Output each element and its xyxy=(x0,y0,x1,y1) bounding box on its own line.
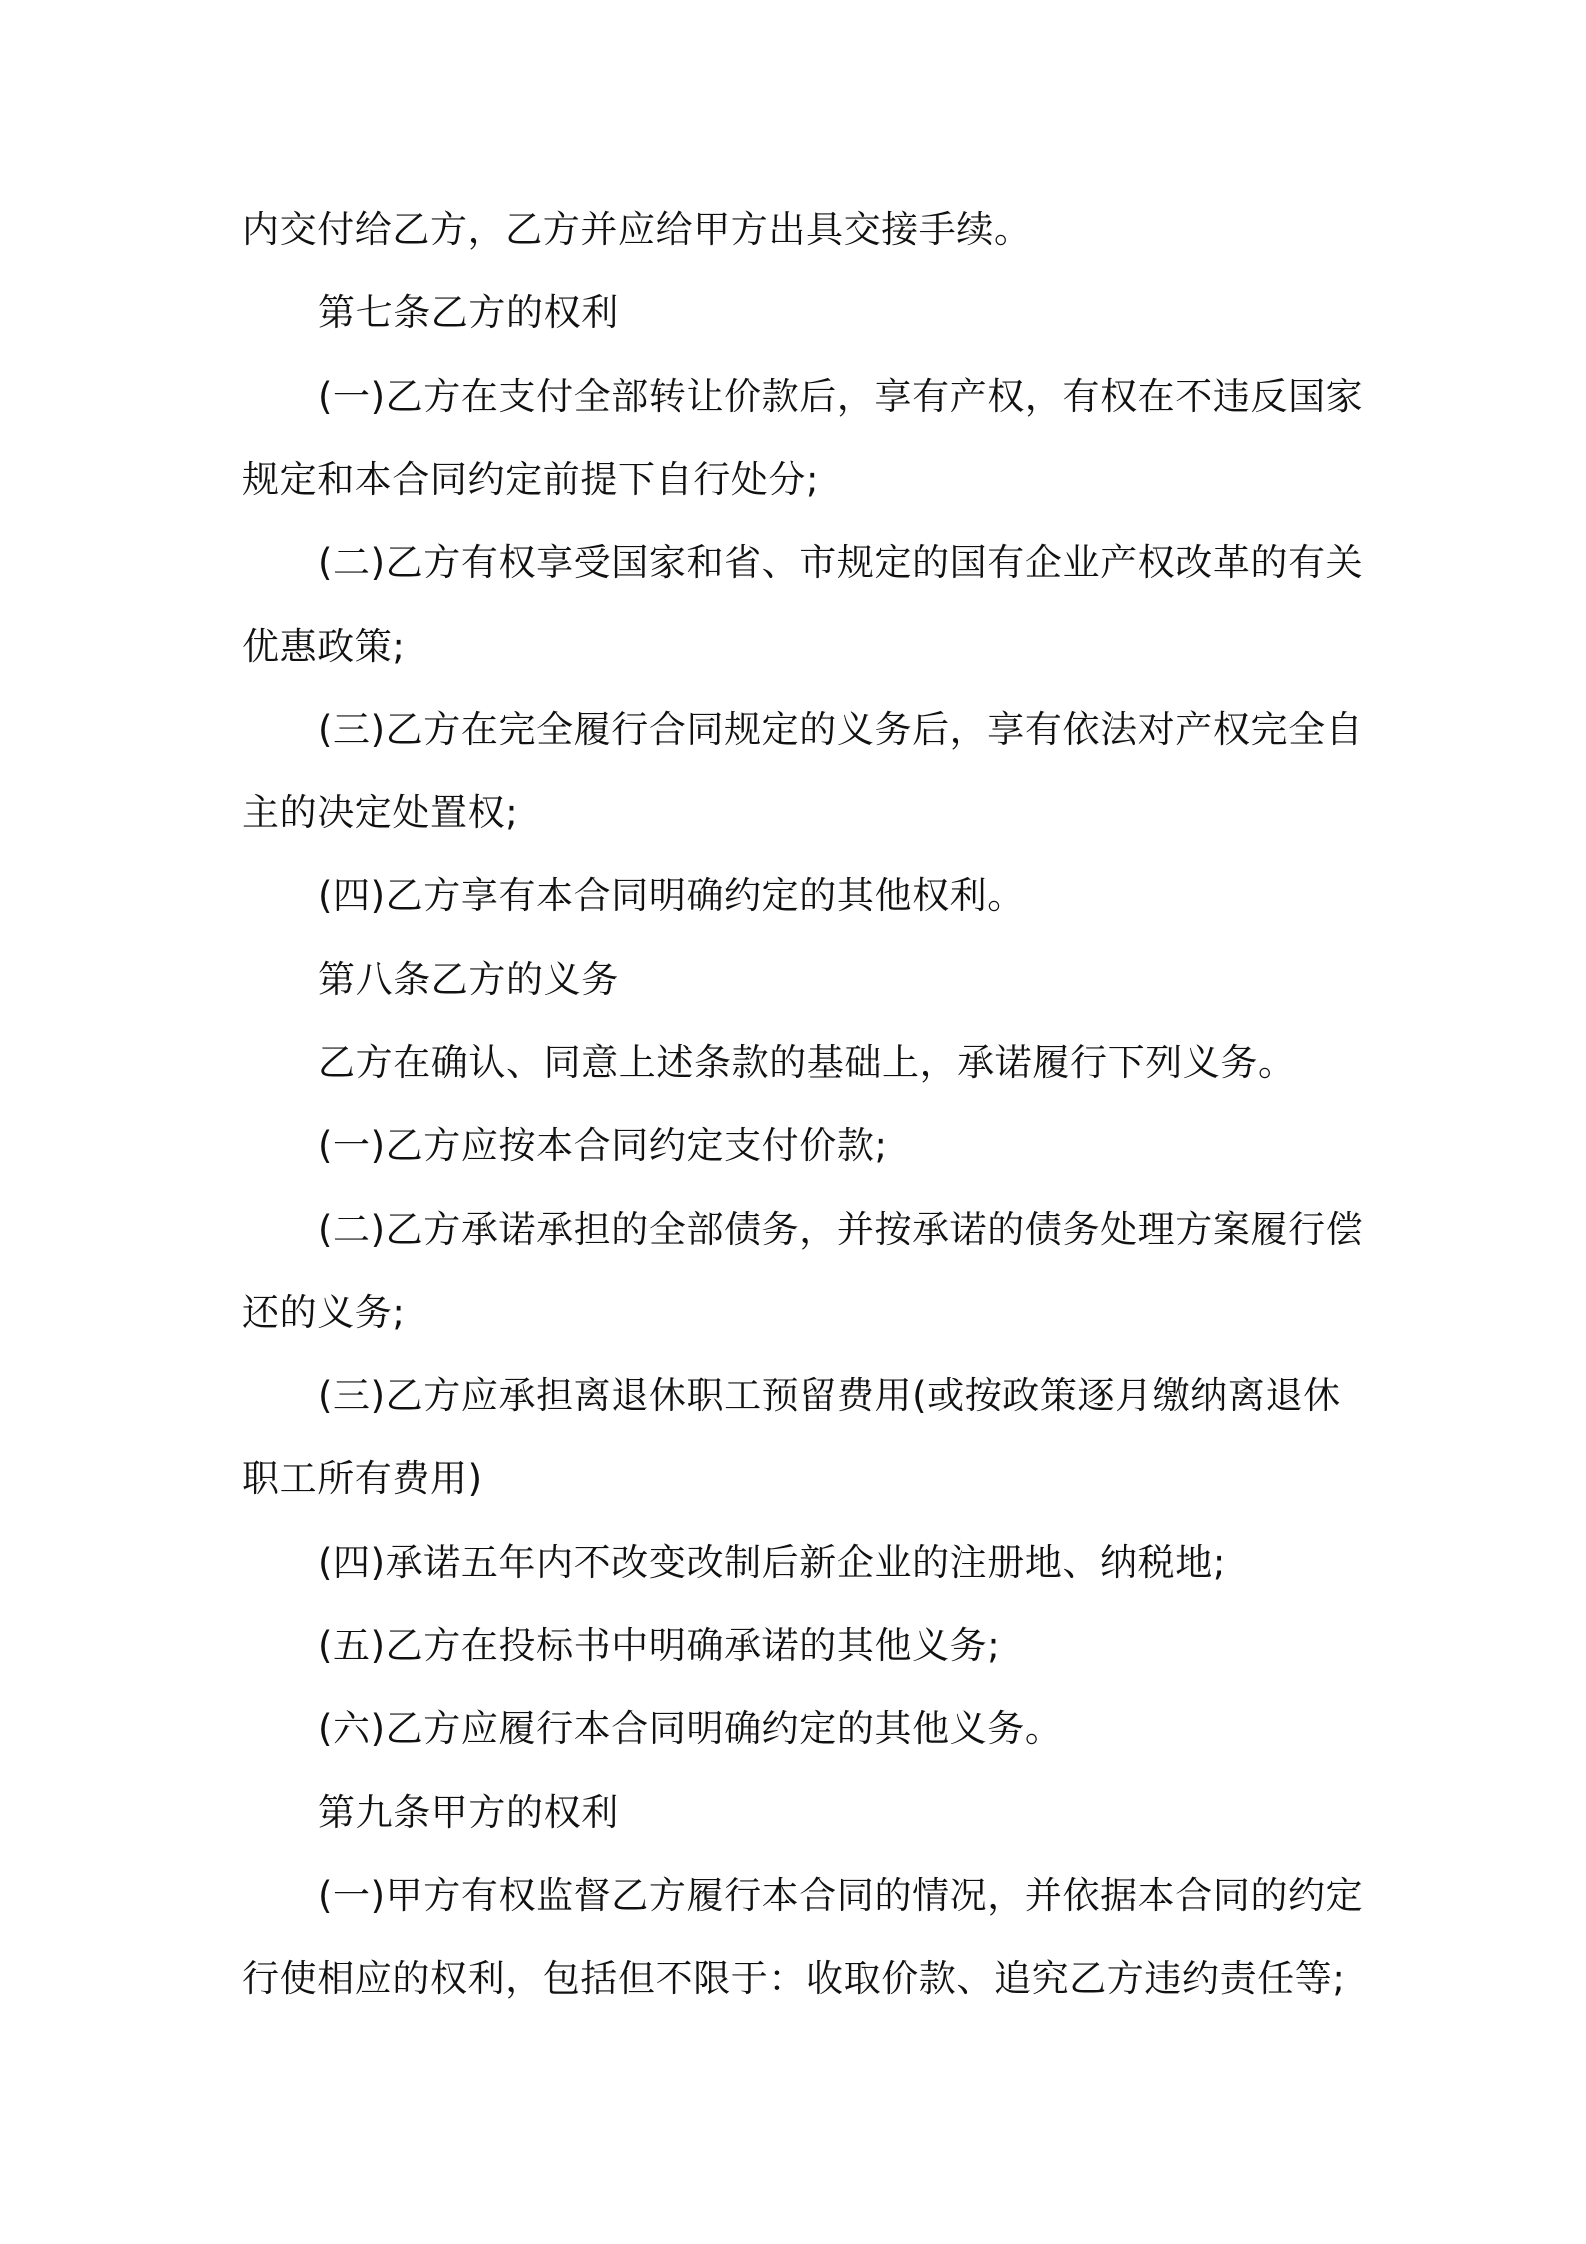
text-line: (四)乙方享有本合同明确约定的其他权利。 xyxy=(318,874,1025,917)
text-line: 优惠政策; xyxy=(242,625,406,668)
text-line: (五)乙方在投标书中明确承诺的其他义务; xyxy=(318,1624,1001,1667)
text-line: (四)承诺五年内不改变改制后新企业的注册地、纳税地; xyxy=(318,1541,1226,1584)
section-heading: 第九条甲方的权利 xyxy=(318,1791,619,1834)
text-line: 乙方在确认、同意上述条款的基础上，承诺履行下列义务。 xyxy=(318,1041,1296,1084)
text-line: 职工所有费用) xyxy=(242,1457,483,1500)
text-line: 还的义务; xyxy=(242,1291,406,1334)
text-line: 主的决定处置权; xyxy=(242,791,519,834)
text-line: (六)乙方应履行本合同明确约定的其他义务。 xyxy=(318,1707,1063,1750)
text-line: 行使相应的权利，包括但不限于：收取价款、追究乙方违约责任等; xyxy=(242,1957,1346,2000)
text-line: (三)乙方在完全履行合同规定的义务后，享有依法对产权完全自 xyxy=(318,708,1364,751)
text-line: (一)乙方应按本合同约定支付价款; xyxy=(318,1124,888,1167)
text-line: (二)乙方承诺承担的全部债务，并按承诺的债务处理方案履行偿 xyxy=(318,1208,1364,1251)
text-line: (二)乙方有权享受国家和省、市规定的国有企业产权改革的有关 xyxy=(318,541,1364,584)
text-line: (一)乙方在支付全部转让价款后，享有产权，有权在不违反国家 xyxy=(318,375,1364,418)
section-heading: 第八条乙方的义务 xyxy=(318,958,619,1001)
text-line: 内交付给乙方，乙方并应给甲方出具交接手续。 xyxy=(242,208,1032,251)
section-heading: 第七条乙方的权利 xyxy=(318,291,619,334)
text-line: (三)乙方应承担离退休职工预留费用(或按政策逐月缴纳离退休 xyxy=(318,1374,1341,1417)
text-line: 规定和本合同约定前提下自行处分; xyxy=(242,458,820,501)
text-line: (一)甲方有权监督乙方履行本合同的情况，并依据本合同的约定 xyxy=(318,1874,1364,1917)
